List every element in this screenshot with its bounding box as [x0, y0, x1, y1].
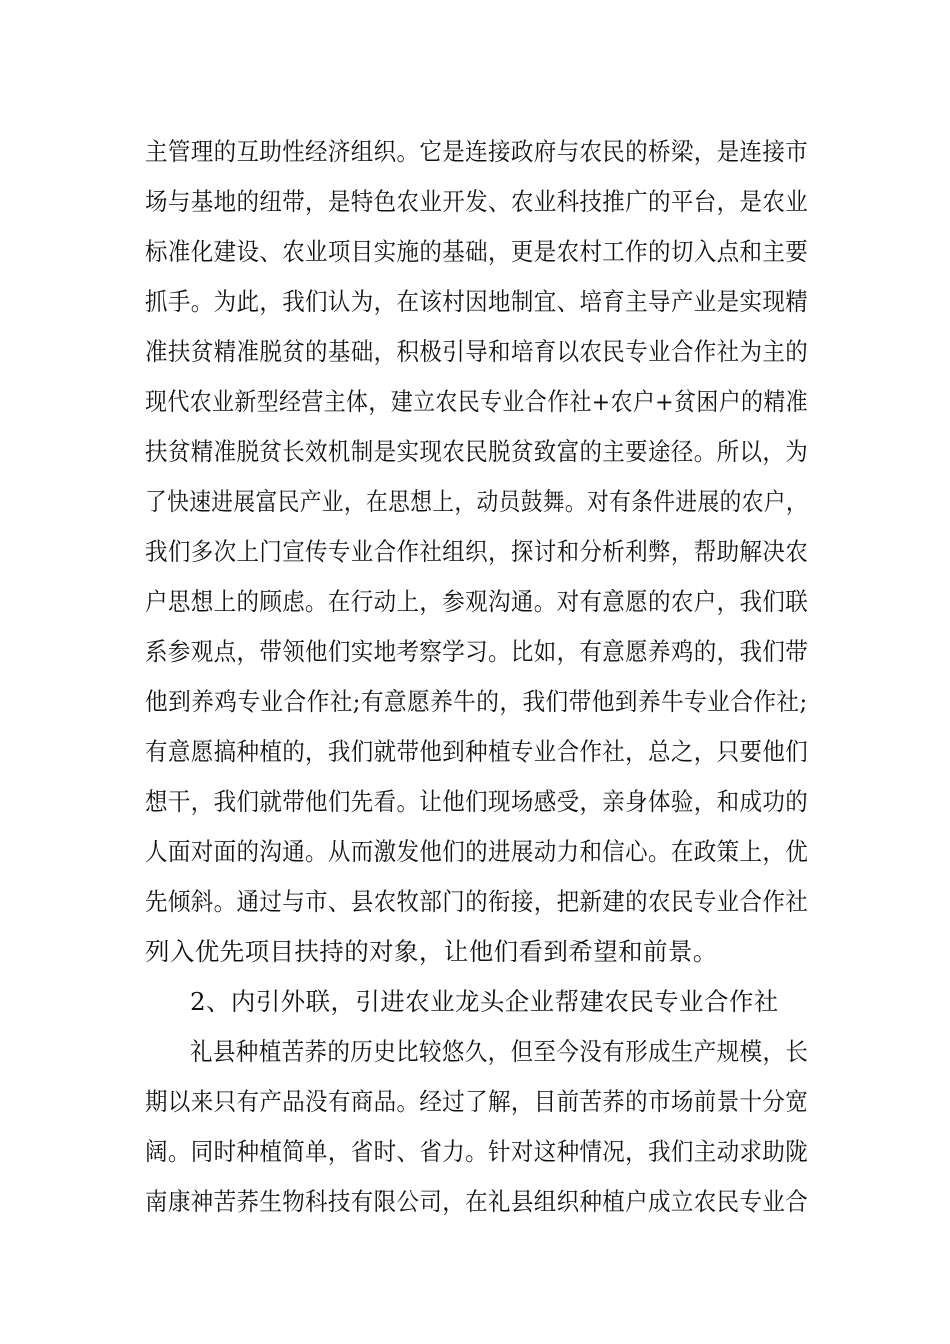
text-line: 了快速进展富民产业，在思想上，动员鼓舞。对有条件进展的农户， [145, 487, 808, 516]
text-line: 主管理的互助性经济组织。它是连接政府与农民的桥梁，是连接市 [145, 137, 809, 166]
text-line: 有意愿搞种植的，我们就带他到种植专业合作社，总之，只要他们 [145, 737, 809, 766]
text-line: 先倾斜。通过与市、县农牧部门的衔接，把新建的农民专业合作社 [145, 887, 809, 916]
text-line: 抓手。为此，我们认为，在该村因地制宜、培育主导产业是实现精 [145, 287, 809, 316]
text-line: 阔。同时种植简单，省时、省力。针对这种情况，我们主动求助陇 [145, 1137, 809, 1166]
text-line: 人面对面的沟通。从而激发他们的进展动力和信心。在政策上，优 [145, 837, 809, 866]
text-line: 准扶贫精准脱贫的基础，积极引导和培育以农民专业合作社为主的 [145, 337, 809, 366]
text-line: 系参观点，带领他们实地考察学习。比如，有意愿养鸡的，我们带 [145, 637, 809, 666]
text-line: 南康神苦荞生物科技有限公司，在礼县组织种植户成立农民专业合 [145, 1187, 809, 1216]
text-line: 期以来只有产品没有商品。经过了解，目前苦荞的市场前景十分宽 [145, 1087, 809, 1116]
text-line: 户思想上的顾虑。在行动上，参观沟通。对有意愿的农户，我们联 [145, 587, 809, 616]
text-line: 想干，我们就带他们先看。让他们现场感受，亲身体验，和成功的 [145, 787, 809, 816]
text-line: 扶贫精准脱贫长效机制是实现农民脱贫致富的主要途径。所以，为 [145, 437, 809, 466]
text-line: 标准化建设、农业项目实施的基础，更是农村工作的切入点和主要 [145, 237, 809, 266]
text-line: 场与基地的纽带，是特色农业开发、农业科技推广的平台，是农业 [145, 187, 809, 216]
text-line: 他到养鸡专业合作社;有意愿养牛的，我们带他到养牛专业合作社; [145, 687, 808, 716]
text-line: 现代农业新型经营主体，建立农民专业合作社+农户+贫困户的精准 [145, 387, 809, 416]
text-line: 我们多次上门宣传专业合作社组织，探讨和分析利弊，帮助解决农 [145, 537, 809, 566]
section-heading: 2、内引外联，引进农业龙头企业帮建农民专业合作社 [190, 987, 779, 1016]
text-line: 礼县种植苦荞的历史比较悠久，但至今没有形成生产规模，长 [190, 1037, 809, 1066]
text-line: 列入优先项目扶持的对象，让他们看到希望和前景。 [145, 937, 718, 966]
